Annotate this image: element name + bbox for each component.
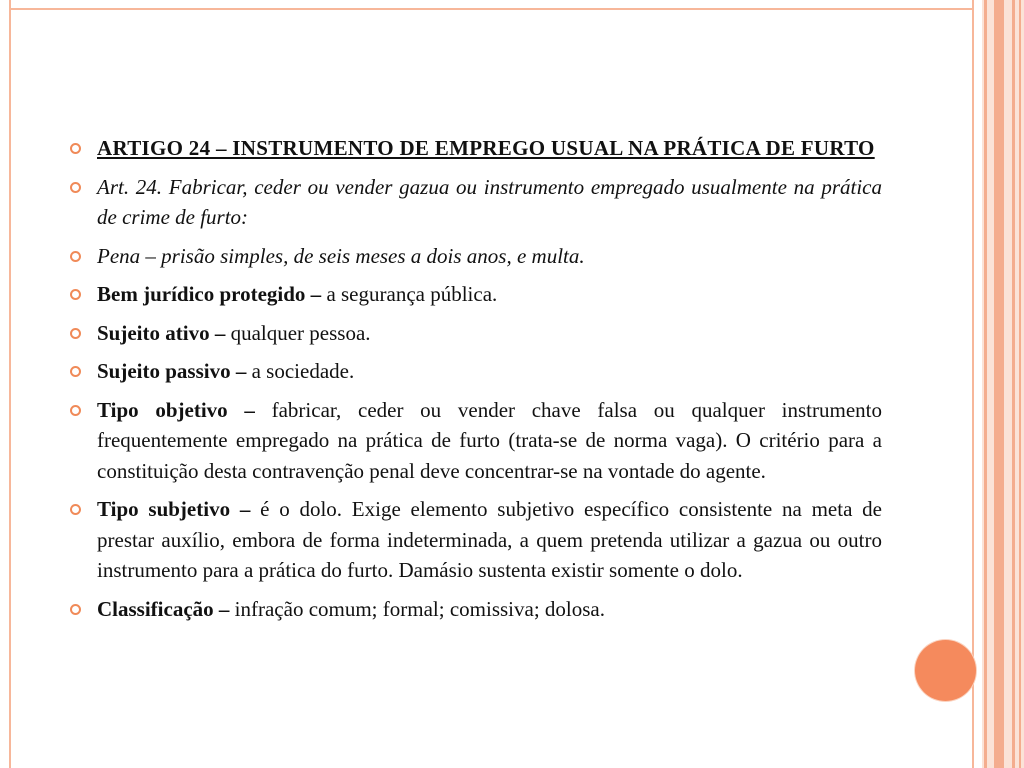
item-label: Bem jurídico protegido –	[97, 282, 322, 306]
item-label: Classificação –	[97, 596, 230, 621]
item-label: Sujeito passivo –	[97, 359, 247, 383]
bullet-list	[68, 133, 882, 624]
item-text: fabricar, ceder ou vender chave falsa ou qualquer instrumento frequentemente empregado na prática de furto (trata-se de norma vaga). O critério para a constituição desta contravenção penal deve concentrar-se na vontade do agente.	[97, 397, 882, 483]
list-item-objective-type	[68, 395, 882, 487]
slide-content	[68, 133, 882, 632]
item-text: qualquer pessoa.	[225, 320, 371, 345]
list-item-article-text	[68, 172, 882, 233]
bullet-ring-icon	[70, 251, 81, 262]
frame-right-line	[972, 0, 974, 768]
bullet-ring-icon	[70, 328, 81, 339]
item-label: Tipo subjetivo –	[97, 497, 251, 521]
item-text: é o dolo. Exige elemento subjetivo específico consistente na meta de prestar auxílio, embora de forma indeterminada, a quem pretenda utilizar a gazua ou outro instrumento para a prática do furto. Damásio sustenta existir somente o dolo.	[97, 497, 882, 582]
list-item-title	[68, 133, 882, 164]
bullet-ring-icon	[70, 604, 81, 615]
bullet-ring-icon	[70, 182, 81, 193]
right-stripe	[994, 0, 1004, 768]
item-label: Sujeito ativo –	[97, 320, 226, 345]
right-stripe	[1019, 0, 1021, 768]
list-item-subjective-type	[68, 494, 882, 586]
article-title: ARTIGO 24 – INSTRUMENTO DE EMPREGO USUAL NA PRÁTICA DE FURTO	[97, 136, 875, 160]
right-stripe	[984, 0, 987, 768]
frame-top-line	[9, 8, 974, 10]
list-item-penalty	[68, 241, 882, 272]
list-item-passive-subject	[68, 356, 882, 387]
bullet-ring-icon	[70, 405, 81, 416]
item-label: Tipo objetivo –	[97, 397, 255, 422]
decorative-circle	[915, 640, 976, 701]
item-text: a segurança pública.	[321, 282, 498, 306]
right-stripe	[1012, 0, 1015, 768]
frame-left-line	[9, 0, 11, 768]
list-item-classification	[68, 594, 882, 625]
list-item-legal-good	[68, 279, 882, 310]
bullet-ring-icon	[70, 504, 81, 515]
bullet-ring-icon	[70, 143, 81, 154]
penalty-text: Pena – prisão simples, de seis meses a dois anos, e multa.	[97, 243, 585, 268]
bullet-ring-icon	[70, 366, 81, 377]
bullet-ring-icon	[70, 289, 81, 300]
article-text: Art. 24. Fabricar, ceder ou vender gazua ou instrumento empregado usualmente na prática de crime de furto:	[97, 174, 882, 229]
list-item-active-subject	[68, 318, 882, 349]
item-text: a sociedade.	[246, 359, 355, 383]
item-text: infração comum; formal; comissiva; dolosa.	[229, 596, 605, 621]
